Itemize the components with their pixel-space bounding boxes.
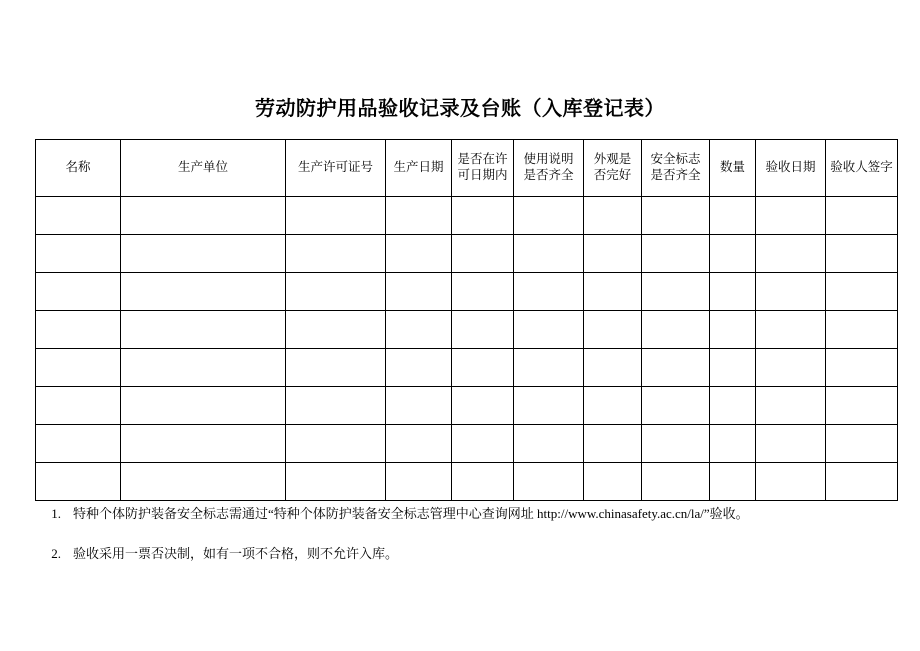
column-header-within-valid-period: [452, 140, 514, 197]
cell-quantity[interactable]: [710, 311, 756, 349]
header-line: 验收日期: [765, 160, 816, 175]
cell-appearance-intact[interactable]: [584, 387, 642, 425]
cell-instructions-complete[interactable]: [514, 273, 584, 311]
cell-appearance-intact[interactable]: [584, 235, 642, 273]
cell-safety-mark-complete[interactable]: [642, 387, 710, 425]
cell-instructions-complete[interactable]: [514, 463, 584, 501]
cell-license-number[interactable]: [286, 349, 386, 387]
cell-inspector-signature[interactable]: [826, 311, 898, 349]
cell-license-number[interactable]: [286, 425, 386, 463]
cell-acceptance-date[interactable]: [756, 463, 826, 501]
cell-acceptance-date[interactable]: [756, 197, 826, 235]
cell-manufacturer[interactable]: [121, 197, 286, 235]
cell-manufacturer[interactable]: [121, 387, 286, 425]
cell-acceptance-date[interactable]: [756, 349, 826, 387]
cell-safety-mark-complete[interactable]: [642, 463, 710, 501]
note-number: 1.: [51, 506, 61, 521]
cell-within-valid-period[interactable]: [452, 463, 514, 501]
table-row: [36, 349, 898, 387]
cell-production-date[interactable]: [386, 235, 452, 273]
header-line: 是否在许: [457, 152, 508, 167]
cell-acceptance-date[interactable]: [756, 425, 826, 463]
header-line: 验收人签字: [830, 160, 893, 175]
cell-production-date[interactable]: [386, 349, 452, 387]
table-header-row: [36, 140, 898, 197]
cell-license-number[interactable]: [286, 197, 386, 235]
header-line: 生产日期: [393, 160, 444, 175]
cell-instructions-complete[interactable]: [514, 349, 584, 387]
cell-appearance-intact[interactable]: [584, 311, 642, 349]
header-line: 生产单位: [177, 160, 228, 175]
cell-inspector-signature[interactable]: [826, 235, 898, 273]
cell-manufacturer[interactable]: [121, 235, 286, 273]
cell-production-date[interactable]: [386, 197, 452, 235]
cell-manufacturer[interactable]: [121, 425, 286, 463]
cell-license-number[interactable]: [286, 311, 386, 349]
table-row: [36, 463, 898, 501]
cell-inspector-signature[interactable]: [826, 273, 898, 311]
column-header-instructions-complete: [514, 140, 584, 197]
table-body: [36, 197, 898, 501]
column-header-quantity: [710, 140, 756, 197]
cell-safety-mark-complete[interactable]: [642, 273, 710, 311]
cell-appearance-intact[interactable]: [584, 425, 642, 463]
table-row: [36, 273, 898, 311]
cell-manufacturer[interactable]: [121, 273, 286, 311]
header-line: 是否齐全: [650, 168, 701, 182]
header-line: 安全标志: [650, 152, 701, 167]
note-text: 验收采用一票否决制，如有一项不合格，则不允许入库。: [73, 546, 399, 562]
note-text: 特种个体防护装备安全标志需通过“特种个体防护装备安全标志管理中心查询网址 http://www.chinasafety.ac.cn/la/”验收。: [73, 506, 749, 521]
table-row: [36, 235, 898, 273]
cell-appearance-intact[interactable]: [584, 349, 642, 387]
header-line: 否完好: [593, 168, 632, 182]
header-line: 名称: [65, 160, 91, 175]
cell-safety-mark-complete[interactable]: [642, 311, 710, 349]
cell-appearance-intact[interactable]: [584, 273, 642, 311]
cell-acceptance-date[interactable]: [756, 235, 826, 273]
column-header-safety-mark-complete: [642, 140, 710, 197]
cell-name[interactable]: [36, 349, 121, 387]
cell-name[interactable]: [36, 463, 121, 501]
cell-name[interactable]: [36, 311, 121, 349]
cell-inspector-signature[interactable]: [826, 349, 898, 387]
column-header-acceptance-date: [756, 140, 826, 197]
cell-inspector-signature[interactable]: [826, 425, 898, 463]
cell-name[interactable]: [36, 197, 121, 235]
column-header-manufacturer: [121, 140, 286, 197]
notes-list: [35, 505, 887, 585]
cell-within-valid-period[interactable]: [452, 197, 514, 235]
header-line: 生产许可证号: [297, 160, 373, 175]
cell-name[interactable]: [36, 425, 121, 463]
cell-safety-mark-complete[interactable]: [642, 349, 710, 387]
cell-name[interactable]: [36, 235, 121, 273]
cell-license-number[interactable]: [286, 463, 386, 501]
cell-production-date[interactable]: [386, 463, 452, 501]
list-item: [35, 505, 887, 523]
cell-license-number[interactable]: [286, 235, 386, 273]
cell-quantity[interactable]: [710, 273, 756, 311]
cell-acceptance-date[interactable]: [756, 273, 826, 311]
cell-instructions-complete[interactable]: [514, 425, 584, 463]
page-title: 劳动防护用品验收记录及台账（入库登记表）: [255, 98, 665, 120]
cell-within-valid-period[interactable]: [452, 311, 514, 349]
column-header-production-date: [386, 140, 452, 197]
cell-production-date[interactable]: [386, 387, 452, 425]
cell-quantity[interactable]: [710, 235, 756, 273]
cell-instructions-complete[interactable]: [514, 197, 584, 235]
cell-quantity[interactable]: [710, 197, 756, 235]
cell-manufacturer[interactable]: [121, 349, 286, 387]
record-table: [35, 139, 898, 501]
header-line: 外观是: [593, 152, 632, 167]
cell-safety-mark-complete[interactable]: [642, 197, 710, 235]
column-header-appearance-intact: [584, 140, 642, 197]
note-number: 2.: [51, 546, 61, 562]
cell-within-valid-period[interactable]: [452, 235, 514, 273]
cell-production-date[interactable]: [386, 273, 452, 311]
header-line: 使用说明: [523, 152, 574, 167]
cell-inspector-signature[interactable]: [826, 197, 898, 235]
cell-instructions-complete[interactable]: [514, 235, 584, 273]
table-row: [36, 425, 898, 463]
table-row: [36, 197, 898, 235]
table-row: [36, 387, 898, 425]
cell-instructions-complete[interactable]: [514, 387, 584, 425]
cell-name[interactable]: [36, 273, 121, 311]
column-header-name: [36, 140, 121, 197]
cell-quantity[interactable]: [710, 463, 756, 501]
cell-quantity[interactable]: [710, 349, 756, 387]
record-table-container: [35, 139, 893, 501]
table-row: [36, 311, 898, 349]
cell-license-number[interactable]: [286, 273, 386, 311]
cell-production-date[interactable]: [386, 311, 452, 349]
cell-appearance-intact[interactable]: [584, 197, 642, 235]
cell-manufacturer[interactable]: [121, 463, 286, 501]
cell-acceptance-date[interactable]: [756, 387, 826, 425]
cell-safety-mark-complete[interactable]: [642, 235, 710, 273]
header-line: 是否齐全: [523, 168, 574, 182]
cell-safety-mark-complete[interactable]: [642, 425, 710, 463]
cell-name[interactable]: [36, 387, 121, 425]
column-header-inspector-signature: [826, 140, 898, 197]
header-line: 可日期内: [457, 168, 508, 182]
cell-inspector-signature[interactable]: [826, 463, 898, 501]
list-item: [35, 545, 887, 563]
cell-within-valid-period[interactable]: [452, 387, 514, 425]
cell-instructions-complete[interactable]: [514, 311, 584, 349]
cell-production-date[interactable]: [386, 425, 452, 463]
cell-license-number[interactable]: [286, 387, 386, 425]
cell-within-valid-period[interactable]: [452, 349, 514, 387]
cell-within-valid-period[interactable]: [452, 425, 514, 463]
cell-quantity[interactable]: [710, 387, 756, 425]
cell-acceptance-date[interactable]: [756, 311, 826, 349]
cell-within-valid-period[interactable]: [452, 273, 514, 311]
cell-inspector-signature[interactable]: [826, 387, 898, 425]
column-header-license-number: [286, 140, 386, 197]
header-line: 数量: [719, 160, 745, 175]
cell-appearance-intact[interactable]: [584, 463, 642, 501]
cell-quantity[interactable]: [710, 425, 756, 463]
cell-manufacturer[interactable]: [121, 311, 286, 349]
